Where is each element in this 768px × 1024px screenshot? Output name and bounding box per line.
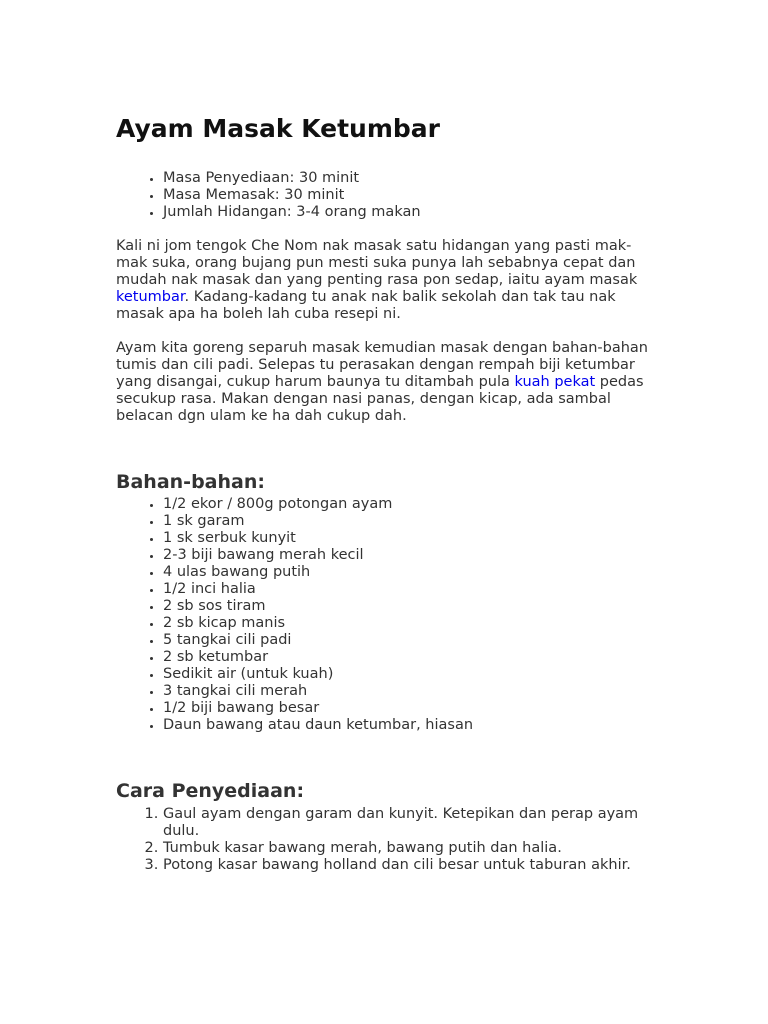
intro1-text-after: . Kadang-kadang tu anak nak balik sekolah dan tak tau nak masak apa ha boleh lah cuba resepi ni.	[116, 289, 616, 322]
ingredient-item: • 5 tangkai cili padi	[163, 632, 656, 649]
ketumbar-link[interactable]: ketumbar	[116, 289, 185, 305]
ingredient-item: • 1 sk serbuk kunyit	[163, 530, 656, 547]
ingredient-item: • Sedikit air (untuk kuah)	[163, 666, 656, 683]
step-item: 3. Potong kasar bawang holland dan cili besar untuk taburan akhir.	[163, 857, 656, 874]
step-item: 2. Tumbuk kasar bawang merah, bawang putih dan halia.	[163, 840, 656, 857]
intro2-text-before: Ayam kita goreng separuh masak kemudian masak dengan bahan-bahan tumis dan cili padi. Selepas tu perasakan dengan rempah biji ketumbar yang disangai, cukup harum baunya tu ditambah pula	[116, 340, 648, 390]
steps-list	[116, 806, 656, 874]
ingredient-item: • 2 sb kicap manis	[163, 615, 656, 632]
page-title: Ayam Masak Ketumbar	[116, 114, 440, 143]
recipe-meta-list	[116, 170, 656, 221]
meta-servings: • Jumlah Hidangan: 3-4 orang makan	[163, 204, 656, 221]
intro2-text-after: pedas secukup rasa. Makan dengan nasi panas, dengan kicap, ada sambal belacan dgn ulam ke ha dah cukup dah.	[116, 374, 644, 424]
ingredient-item: • 1 sk garam	[163, 513, 656, 530]
intro1-text-before: Kali ni jom tengok Che Nom nak masak satu hidangan yang pasti mak-mak suka, orang bujang pun mesti suka punya lah sebabnya cepat dan mudah nak masak dan yang penting rasa pon sedap, iaitu ayam masak	[116, 238, 638, 288]
meta-prep-time: • Masa Penyediaan: 30 minit	[163, 170, 656, 187]
steps-heading: Cara Penyediaan:	[116, 780, 305, 802]
recipe-document	[116, 112, 656, 874]
ingredient-item: • 3 tangkai cili merah	[163, 683, 656, 700]
kuah-pekat-link[interactable]: kuah pekat	[514, 374, 596, 390]
ingredient-item: • 1/2 inci halia	[163, 581, 656, 598]
ingredient-item: • 2 sb ketumbar	[163, 649, 656, 666]
ingredient-item: • 4 ulas bawang putih	[163, 564, 656, 581]
ingredient-item: • 1/2 ekor / 800g potongan ayam	[163, 496, 656, 513]
intro-paragraph-1	[116, 238, 656, 323]
meta-cook-time: • Masa Memasak: 30 minit	[163, 187, 656, 204]
intro-paragraph-2	[116, 340, 656, 425]
ingredient-item: • 1/2 biji bawang besar	[163, 700, 656, 717]
ingredient-item: • 2-3 biji bawang merah kecil	[163, 547, 656, 564]
ingredients-list	[116, 496, 656, 734]
ingredient-item: • 2 sb sos tiram	[163, 598, 656, 615]
step-item: 1. Gaul ayam dengan garam dan kunyit. Ketepikan dan perap ayam dulu.	[163, 806, 656, 840]
ingredient-item: • Daun bawang atau daun ketumbar, hiasan	[163, 717, 656, 734]
ingredients-heading: Bahan-bahan:	[116, 471, 265, 493]
